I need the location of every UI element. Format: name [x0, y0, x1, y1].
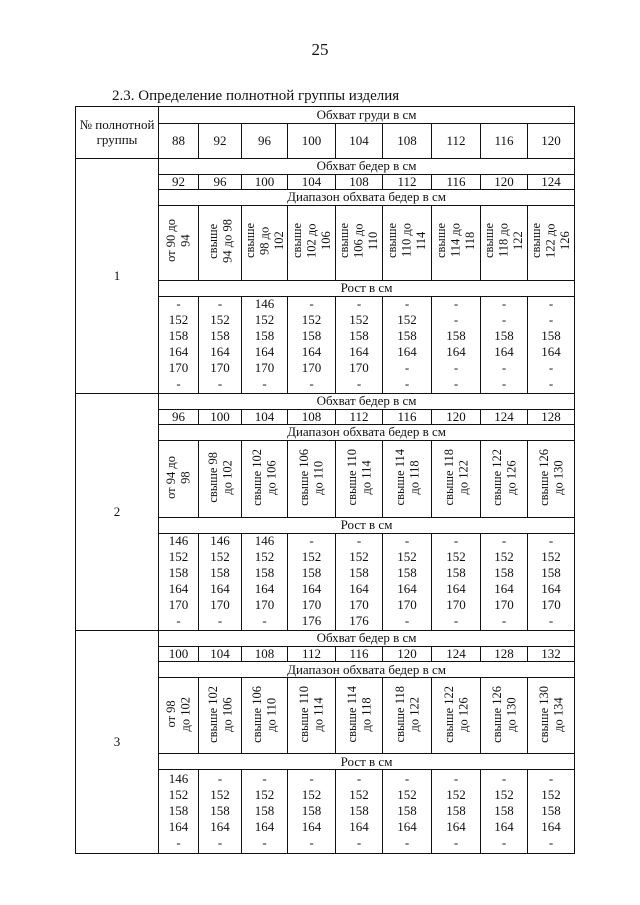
height-value: 164	[210, 580, 230, 596]
height-value: -	[217, 770, 223, 786]
height-value: -	[356, 770, 362, 786]
hip-range-text: свыше 106 до 110	[297, 448, 326, 506]
height-cell	[481, 770, 528, 854]
hip-range-cell	[432, 205, 481, 280]
hip-range-text: свыше 98 до 102	[242, 223, 286, 259]
height-value: 170	[210, 596, 230, 612]
height-value: 170	[254, 596, 275, 612]
height-value: 164	[168, 580, 189, 596]
hip-range-text: свыше 122 до 126	[489, 448, 518, 506]
height-value: 164	[349, 818, 369, 834]
hip-range-text: свыше 94 до 98	[205, 219, 234, 263]
hip-value: 100	[242, 175, 288, 190]
hip-range-cell	[528, 440, 575, 517]
hip-range-cell	[159, 205, 199, 280]
hip-value: 108	[336, 175, 383, 190]
height-value: 152	[168, 548, 189, 564]
chest-value: 120	[528, 124, 575, 159]
section-title: 2.3. Определение полнотной группы изделия	[112, 88, 400, 104]
height-value: 164	[254, 580, 275, 596]
height-value: 152	[541, 548, 561, 564]
hip-range-cell	[199, 678, 242, 754]
hip-range-text: свыше 102 до 106	[250, 448, 279, 506]
height-value: 152	[397, 786, 417, 802]
hip-range-cell	[432, 440, 481, 517]
hip-value: 112	[383, 175, 432, 190]
height-value: 158	[301, 802, 322, 818]
height-cell	[481, 533, 528, 630]
height-value: 164	[301, 580, 322, 596]
height-value: 152	[494, 548, 514, 564]
height-value: 152	[168, 311, 189, 327]
hip-value: 124	[481, 409, 528, 424]
height-value: 152	[301, 786, 322, 802]
hip-range-text: от 98 до 102	[164, 696, 193, 732]
height-value: -	[548, 770, 554, 786]
hip-range-label: Диапазон обхвата бедер в см	[159, 190, 575, 205]
height-value: 158	[210, 802, 230, 818]
height-value: 146	[210, 532, 230, 548]
hip-range-cell	[159, 678, 199, 754]
height-value: -	[453, 770, 459, 786]
hip-range-text: свыше 118 до 122	[392, 685, 421, 743]
height-value: 170	[168, 596, 189, 612]
height-value: 152	[210, 311, 230, 327]
height-value: 164	[397, 343, 417, 359]
height-value: 170	[301, 596, 322, 612]
height-value: 158	[494, 802, 514, 818]
group-number: 2	[76, 393, 159, 630]
height-value: 152	[446, 786, 466, 802]
height-value: 158	[541, 802, 561, 818]
hip-value: 116	[336, 646, 383, 661]
height-cell	[383, 770, 432, 854]
height-value: 164	[446, 580, 466, 596]
height-cell	[159, 770, 199, 854]
height-value: -	[453, 532, 459, 548]
height-value: 170	[349, 596, 369, 612]
height-value: 164	[397, 818, 417, 834]
hip-range-cell	[528, 205, 575, 280]
height-value: 164	[397, 580, 417, 596]
height-value: 164	[210, 343, 230, 359]
hip-value: 96	[159, 409, 199, 424]
height-value: 164	[168, 343, 189, 359]
hip-range-text: свыше 114 до 118	[344, 685, 373, 743]
height-value: -	[356, 295, 362, 311]
hip-value: 116	[383, 409, 432, 424]
height-value: -	[404, 375, 410, 391]
height-value: 146	[168, 532, 189, 548]
height-value: 158	[541, 327, 561, 343]
height-value: 146	[254, 532, 275, 548]
height-value: 158	[168, 802, 189, 818]
height-cell	[481, 296, 528, 393]
height-cell	[288, 770, 336, 854]
page-number: 25	[311, 40, 329, 59]
hip-range-cell	[528, 678, 575, 754]
height-value: -	[404, 359, 410, 375]
height-value: 158	[349, 564, 369, 580]
hip-value: 112	[336, 409, 383, 424]
height-value: 158	[210, 327, 230, 343]
height-cell	[432, 533, 481, 630]
hip-value: 124	[528, 175, 575, 190]
hip-value: 124	[432, 646, 481, 661]
hip-value: 132	[528, 646, 575, 661]
height-value: 158	[168, 564, 189, 580]
chest-value: 96	[242, 124, 288, 159]
hip-range-text: свыше 114 до 118	[392, 449, 421, 506]
height-value: -	[217, 612, 223, 628]
hip-value: 116	[432, 175, 481, 190]
group-number-header: № полнотной группы	[76, 107, 159, 159]
height-cell	[199, 770, 242, 854]
height-value: 152	[397, 311, 417, 327]
height-value: 170	[168, 359, 189, 375]
hip-range-label: Диапазон обхвата бедер в см	[159, 662, 575, 678]
chest-value: 108	[383, 124, 432, 159]
height-value: 170	[349, 359, 369, 375]
height-value: -	[548, 311, 554, 327]
height-value: 164	[349, 343, 369, 359]
height-value: 170	[397, 596, 417, 612]
group-number: 3	[76, 630, 159, 853]
hip-value: 108	[288, 409, 336, 424]
height-cell	[288, 296, 336, 393]
height-value: 164	[446, 818, 466, 834]
height-value: -	[309, 770, 314, 786]
hip-value: 100	[159, 646, 199, 661]
hip-value: 120	[481, 175, 528, 190]
hip-range-cell	[336, 440, 383, 517]
height-value: -	[217, 375, 223, 391]
hip-value: 100	[199, 409, 242, 424]
height-value: 170	[446, 596, 466, 612]
hip-range-text: свыше 106 до 110	[337, 223, 381, 259]
height-value: -	[309, 375, 314, 391]
height-value: 176	[349, 612, 369, 628]
height-value: -	[404, 834, 410, 850]
height-value: 158	[397, 327, 417, 343]
height-value: 152	[397, 548, 417, 564]
height-label: Рост в см	[159, 280, 575, 296]
hip-range-text: свыше 130 до 134	[536, 685, 566, 743]
hip-range-cell	[159, 440, 199, 517]
height-value: -	[453, 311, 459, 327]
height-value: -	[453, 375, 459, 391]
chest-value: 116	[481, 124, 528, 159]
height-value: 158	[397, 802, 417, 818]
height-cell	[432, 296, 481, 393]
height-value: -	[176, 834, 181, 850]
height-value: -	[176, 612, 181, 628]
height-cell	[528, 296, 575, 393]
height-value: 152	[210, 786, 230, 802]
height-value: 152	[168, 786, 189, 802]
size-table	[75, 106, 575, 854]
hip-range-cell	[481, 678, 528, 754]
height-value: 152	[301, 548, 322, 564]
height-value: 164	[494, 818, 514, 834]
height-value: -	[501, 295, 507, 311]
height-value: -	[548, 834, 554, 850]
height-label: Рост в см	[159, 754, 575, 770]
height-value: -	[309, 295, 314, 311]
hip-range-cell	[336, 205, 383, 280]
hip-value: 112	[288, 646, 336, 661]
height-value: 146	[254, 295, 275, 311]
height-value: -	[356, 375, 362, 391]
hip-range-text: свыше 122 до 126	[529, 223, 573, 259]
hip-value: 92	[159, 175, 199, 190]
height-value: 146	[168, 770, 189, 786]
height-value: 152	[349, 311, 369, 327]
height-cell	[383, 296, 432, 393]
hip-range-cell	[288, 440, 336, 517]
height-value: -	[217, 295, 223, 311]
height-value: -	[501, 359, 507, 375]
hip-value: 120	[383, 646, 432, 661]
chest-value: 112	[432, 124, 481, 159]
height-value: 164	[494, 343, 514, 359]
height-value: -	[176, 375, 181, 391]
hip-range-text: от 94 до 98	[164, 455, 193, 499]
hip-range-cell	[481, 205, 528, 280]
hip-range-cell	[242, 205, 288, 280]
height-cell	[242, 770, 288, 854]
hip-range-text: свыше 118 до 122	[482, 223, 526, 259]
height-value: 158	[494, 327, 514, 343]
height-value: 152	[541, 786, 561, 802]
height-cell	[336, 296, 383, 393]
height-value: 152	[254, 548, 275, 564]
height-value: 158	[254, 327, 275, 343]
height-cell	[528, 533, 575, 630]
height-value: -	[501, 532, 507, 548]
height-value: 158	[446, 564, 466, 580]
hip-range-text: свыше 106 до 110	[250, 685, 279, 743]
height-value: -	[453, 834, 459, 850]
height-value: 158	[349, 327, 369, 343]
height-value: -	[309, 834, 314, 850]
height-value: -	[404, 295, 410, 311]
height-value: 164	[210, 818, 230, 834]
hip-value: 104	[242, 409, 288, 424]
height-value: 152	[254, 311, 275, 327]
height-value: 164	[349, 580, 369, 596]
height-value: 158	[254, 802, 275, 818]
height-value: -	[453, 359, 459, 375]
height-value: -	[262, 612, 267, 628]
hip-range-cell	[288, 678, 336, 754]
chest-value: 100	[288, 124, 336, 159]
hip-value: 104	[288, 175, 336, 190]
height-value: -	[453, 612, 459, 628]
height-value: -	[404, 770, 410, 786]
height-cell	[159, 533, 199, 630]
height-cell	[432, 770, 481, 854]
height-value: -	[501, 375, 507, 391]
height-value: -	[501, 770, 507, 786]
height-value: 152	[349, 786, 369, 802]
hip-value: 104	[199, 646, 242, 661]
height-value: 152	[494, 786, 514, 802]
height-value: -	[501, 612, 507, 628]
hip-range-text: свыше 122 до 126	[441, 685, 470, 743]
hip-value: 120	[432, 409, 481, 424]
height-value: 158	[168, 327, 189, 343]
hip-range-text: свыше 126 до 130	[489, 685, 518, 743]
height-value: -	[309, 532, 314, 548]
hip-label: Обхват бедер в см	[159, 630, 575, 646]
height-value: 158	[494, 564, 514, 580]
height-value: -	[404, 532, 410, 548]
height-value: 164	[541, 343, 561, 359]
height-value: 152	[446, 548, 466, 564]
hip-range-cell	[481, 440, 528, 517]
height-value: 152	[301, 311, 322, 327]
height-value: 170	[301, 359, 322, 375]
height-value: 152	[349, 548, 369, 564]
height-value: 164	[168, 818, 189, 834]
hip-range-cell	[383, 205, 432, 280]
chest-value: 92	[199, 124, 242, 159]
height-value: 158	[301, 564, 322, 580]
height-value: 158	[254, 564, 275, 580]
height-value: 164	[446, 343, 466, 359]
height-value: 164	[254, 818, 275, 834]
height-cell	[199, 296, 242, 393]
height-value: 164	[541, 818, 561, 834]
height-value: 152	[254, 786, 275, 802]
hip-value: 96	[199, 175, 242, 190]
height-value: -	[262, 834, 267, 850]
height-value: 158	[541, 564, 561, 580]
height-cell	[242, 533, 288, 630]
height-label: Рост в см	[159, 517, 575, 533]
hip-value: 108	[242, 646, 288, 661]
hip-range-cell	[199, 205, 242, 280]
hip-value: 128	[528, 409, 575, 424]
chest-header: Обхват груди в см	[159, 107, 575, 124]
hip-range-cell	[336, 678, 383, 754]
height-value: 170	[541, 596, 561, 612]
height-value: 164	[254, 343, 275, 359]
height-value: 176	[301, 612, 322, 628]
hip-range-text: свыше 102 до 106	[289, 223, 333, 259]
height-value: -	[176, 295, 181, 311]
height-cell	[242, 296, 288, 393]
height-value: 170	[210, 359, 230, 375]
height-value: 170	[254, 359, 275, 375]
hip-range-label: Диапазон обхвата бедер в см	[159, 424, 575, 440]
height-value: 158	[397, 564, 417, 580]
hip-range-text: свыше 110 до 114	[344, 449, 373, 506]
height-value: -	[404, 612, 410, 628]
height-value: -	[501, 311, 507, 327]
hip-range-cell	[383, 678, 432, 754]
height-value: 158	[210, 564, 230, 580]
height-value: -	[548, 359, 554, 375]
height-cell	[336, 770, 383, 854]
hip-range-text: свыше 110 до 114	[385, 223, 429, 259]
height-value: -	[217, 834, 223, 850]
height-value: 158	[446, 802, 466, 818]
height-cell	[159, 296, 199, 393]
height-value: -	[356, 834, 362, 850]
height-value: -	[548, 532, 554, 548]
height-cell	[528, 770, 575, 854]
height-cell	[288, 533, 336, 630]
group-number: 1	[76, 159, 159, 394]
height-value: -	[262, 770, 267, 786]
height-value: 158	[301, 327, 322, 343]
height-value: -	[501, 834, 507, 850]
hip-label: Обхват бедер в см	[159, 159, 575, 175]
height-value: -	[453, 295, 459, 311]
hip-label: Обхват бедер в см	[159, 393, 575, 409]
height-value: -	[356, 532, 362, 548]
hip-range-cell	[288, 205, 336, 280]
height-value: 164	[541, 580, 561, 596]
height-value: 170	[494, 596, 514, 612]
height-cell	[336, 533, 383, 630]
height-cell	[383, 533, 432, 630]
height-value: 164	[494, 580, 514, 596]
height-value: -	[548, 612, 554, 628]
hip-range-cell	[432, 678, 481, 754]
height-value: 164	[301, 343, 322, 359]
hip-range-cell	[242, 678, 288, 754]
height-value: -	[262, 375, 267, 391]
hip-range-text: свыше 102 до 106	[205, 685, 234, 743]
height-value: 158	[446, 327, 466, 343]
hip-range-cell	[242, 440, 288, 517]
hip-range-text: свыше 114 до 118	[434, 223, 478, 259]
hip-range-text: от 90 до 94	[164, 219, 193, 263]
height-value: 152	[210, 548, 230, 564]
hip-range-text: свыше 126 до 130	[536, 448, 566, 506]
height-value: 164	[301, 818, 322, 834]
height-cell	[199, 533, 242, 630]
chest-value: 88	[159, 124, 199, 159]
hip-range-text: свыше 110 до 114	[297, 685, 326, 743]
hip-range-cell	[199, 440, 242, 517]
hip-range-text: свыше 118 до 122	[441, 449, 470, 506]
hip-value: 128	[481, 646, 528, 661]
height-value: -	[548, 375, 554, 391]
height-value: 158	[349, 802, 369, 818]
height-value: -	[548, 295, 554, 311]
hip-range-text: свыше 98 до 102	[205, 451, 234, 503]
hip-range-cell	[383, 440, 432, 517]
chest-value: 104	[336, 124, 383, 159]
